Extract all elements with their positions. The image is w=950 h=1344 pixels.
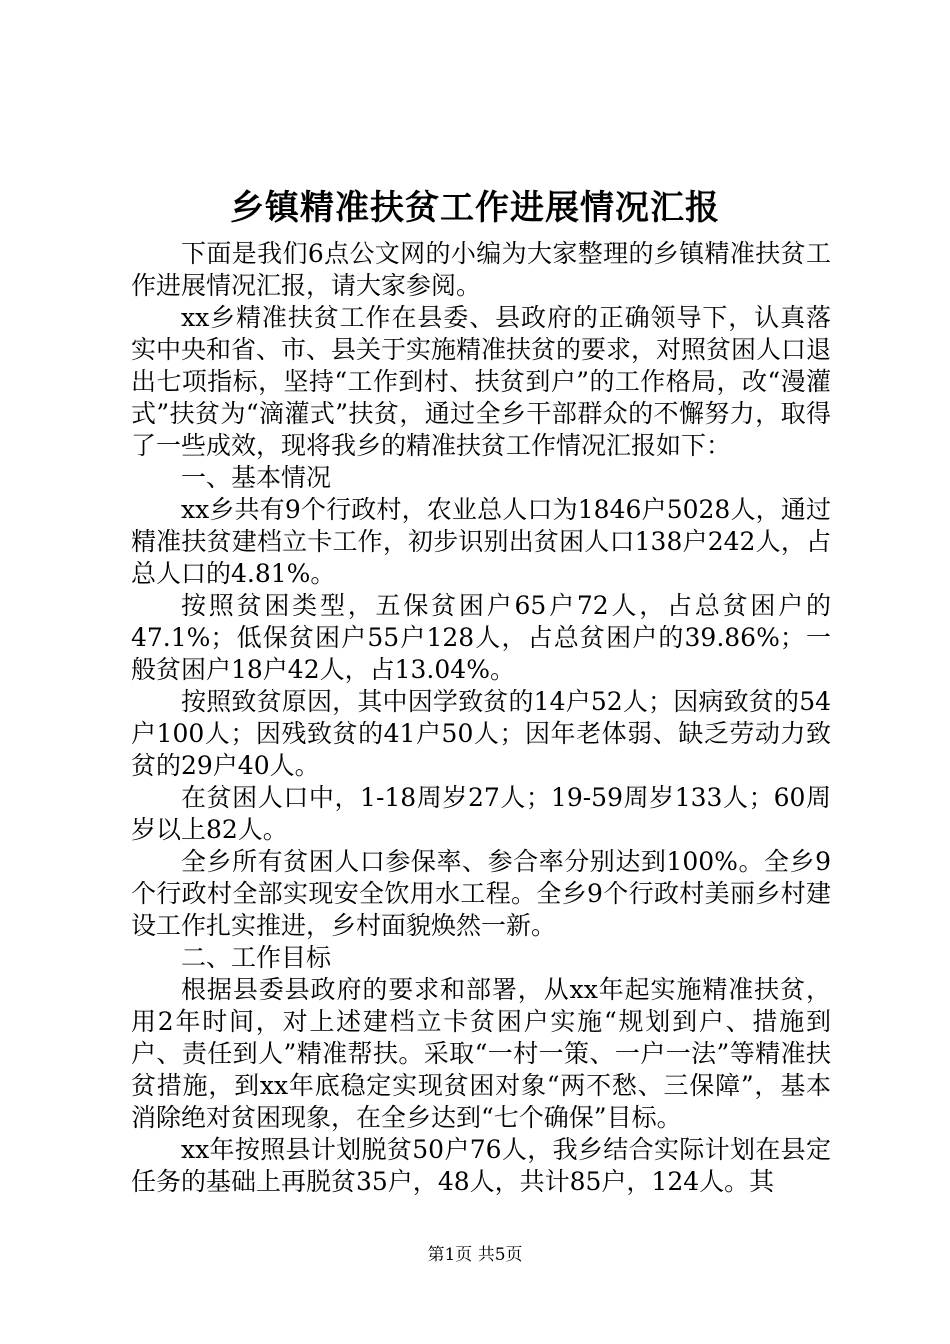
document-body — [131, 238, 831, 1198]
paragraph-age-groups: 在贫困人口中，1-18周岁27人；19-59周岁133人；60周岁以上82人。 — [131, 783, 831, 844]
section-heading-goals: 二、工作目标 — [181, 943, 332, 972]
paragraph-plan: xx年按照县计划脱贫50户76人，我乡结合实际计划在县定任务的基础上再脱贫35户，48人，共计85户，124人。其 — [131, 1135, 831, 1196]
section-heading-basic: 一、基本情况 — [181, 463, 332, 492]
paragraph-insurance: 全乡所有贫困人口参保率、参合率分别达到100%。全乡9个行政村全部实现安全饮用水工程。全乡9个行政村美丽乡村建设工作扎实推进，乡村面貌焕然一新。 — [131, 847, 831, 940]
paragraph-goals: 根据县委县政府的要求和部署，从xx年起实施精准扶贫，用2年时间，对上述建档立卡贫困户实施“规划到户、措施到户、责任到人”精准帮扶。采取“一村一策、一户一法”等精准扶贫措施，到xx年底稳定实现贫困对象“两不愁、三保障”，基本消除绝对贫困现象，在全乡达到“七个确保”目标。 — [131, 975, 831, 1132]
paragraph-poverty-cause: 按照致贫原因，其中因学致贫的14户52人；因病致贫的54户100人；因残致贫的41户50人；因年老体弱、缺乏劳动力致贫的29户40人。 — [131, 687, 831, 780]
paragraph-poverty-type: 按照贫困类型，五保贫困户65户72人，占总贫困户的47.1%；低保贫困户55户128人，占总贫困户的39.86%；一般贫困户18户42人，占13.04%。 — [131, 591, 831, 684]
page-footer: 第1页 共5页 — [427, 1245, 523, 1265]
document-title: 乡镇精准扶贫工作进展情况汇报 — [230, 188, 720, 228]
paragraph-population: xx乡共有9个行政村，农业总人口为1846户5028人，通过精准扶贫建档立卡工作，初步识别出贫困人口138户242人，占总人口的4.81%。 — [131, 495, 831, 588]
paragraph-overview: xx乡精准扶贫工作在县委、县政府的正确领导下，认真落实中央和省、市、县关于实施精准扶贫的要求，对照贫困人口退出七项指标，坚持“工作到村、扶贫到户”的工作格局，改“漫灌式”扶贫为“滴灌式”扶贫，通过全乡干部群众的不懈努力，取得了一些成效，现将我乡的精准扶贫工作情况汇报如下： — [131, 303, 832, 460]
paragraph-intro: 下面是我们6点公文网的小编为大家整理的乡镇精准扶贫工作进展情况汇报，请大家参阅。 — [131, 239, 831, 300]
